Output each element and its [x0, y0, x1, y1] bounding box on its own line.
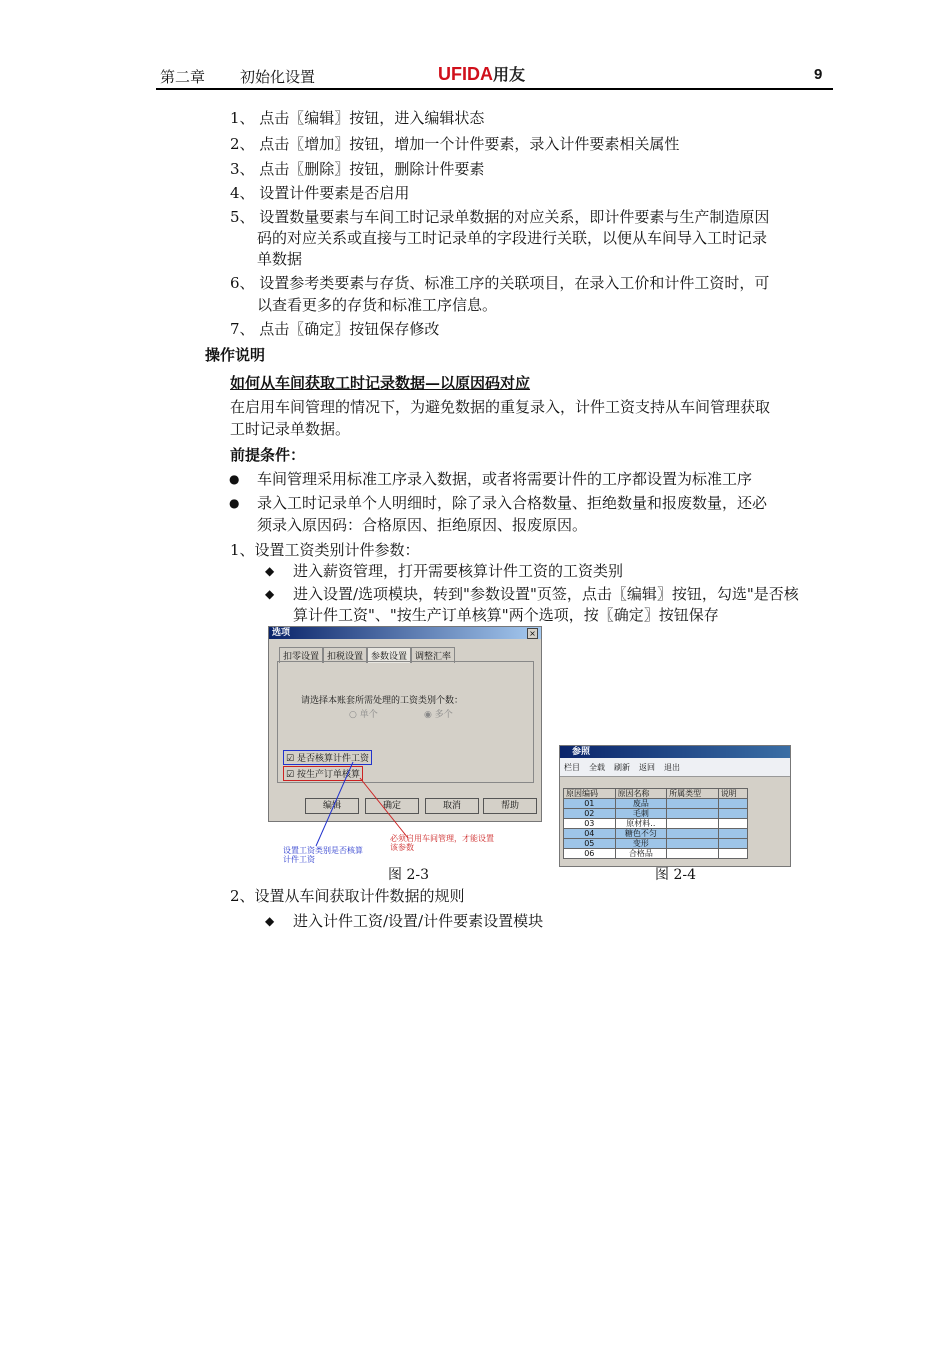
checkbox-piecework[interactable]: ☑ 是否核算计件工资 — [283, 750, 372, 765]
back-tool[interactable]: 返回 — [639, 762, 655, 772]
note-red — [390, 834, 494, 852]
step-line: 1、 点击〖编辑〗按钮，进入编辑状态 — [230, 109, 485, 127]
ops-heading: 操作说明 — [205, 346, 266, 364]
tab-tax[interactable]: 扣税设置 — [323, 647, 367, 663]
diamond-bullet-icon: ◆ — [265, 564, 275, 578]
brand-name-cn: 用友 — [493, 67, 526, 84]
red-pointer-line — [360, 778, 408, 838]
section-label: 初始化设置 — [240, 68, 316, 86]
chapter-label: 第二章 — [160, 68, 206, 86]
cell: 糖色不匀 — [615, 829, 667, 839]
table-header — [564, 789, 748, 799]
edit-button[interactable]: 编辑 — [305, 798, 359, 814]
prereq-line: 须录入原因码：合格原因、拒绝原因、报废原因。 — [257, 516, 588, 534]
step2-heading: 2、设置从车间获取计件数据的规则 — [230, 887, 465, 905]
step1-sub: 进入薪资管理，打开需要核算计件工资的工资类别 — [293, 562, 624, 580]
cell — [718, 829, 747, 839]
step-line: 6、 设置参考类要素与存货、标准工序的关联项目，在录入工价和计件工资时，可 — [230, 274, 770, 292]
reference-window — [559, 745, 791, 867]
diamond-bullet-icon: ◆ — [265, 914, 275, 928]
step1-sub: 进入设置/选项模块，转到"参数设置"页签，点击〖编辑〗按钮，勾选"是否核 — [293, 585, 799, 603]
table-row[interactable] — [564, 829, 748, 839]
step-line: 2、 点击〖增加〗按钮，增加一个计件要素，录入计件要素相关属性 — [230, 135, 680, 153]
cell — [718, 799, 747, 809]
radio-single-label: 单个 — [359, 710, 378, 720]
radio-multi-label: 多个 — [434, 710, 453, 720]
step-line: 以查看更多的存货和标准工序信息。 — [257, 296, 498, 314]
bullet-dot-icon: ● — [229, 472, 240, 486]
cell: 03 — [564, 819, 616, 829]
note-red-line: 必须启用车间管理，才能设置 — [390, 834, 494, 843]
count-prompt: 请选择本账套所需处理的工资类别个数： — [301, 696, 464, 706]
close-icon[interactable]: × — [527, 628, 538, 639]
exit-tool[interactable]: 退出 — [664, 762, 680, 772]
reason-table — [563, 788, 748, 859]
table-row[interactable] — [564, 809, 748, 819]
columns-tool[interactable]: 栏目 — [564, 762, 580, 772]
cell — [667, 809, 719, 819]
cell: 毛刺 — [615, 809, 667, 819]
column-header[interactable]: 原因名称 — [615, 789, 667, 799]
dialog-titlebar — [269, 627, 541, 639]
cell — [667, 819, 719, 829]
checkbox-piecework-label: 是否核算计件工资 — [296, 754, 369, 764]
checkbox-order[interactable]: ☑ 按生产订单核算 — [283, 766, 363, 781]
brand-name: UFIDA — [438, 64, 493, 84]
cell — [667, 829, 719, 839]
howto-heading: 如何从车间获取工时记录数据—以原因码对应 — [230, 374, 531, 392]
cell — [718, 839, 747, 849]
figure-caption: 图 2-4 — [655, 867, 696, 883]
bullet-dot-icon: ● — [229, 496, 240, 510]
cell: 01 — [564, 799, 616, 809]
note-blue-line: 设置工资类别是否核算 — [283, 846, 363, 855]
dialog-title: 选项 — [272, 628, 291, 638]
note-blue-line: 计件工资 — [283, 855, 315, 864]
column-header[interactable]: 原因编码 — [564, 789, 616, 799]
cell — [667, 799, 719, 809]
tab-rounding[interactable]: 扣零设置 — [279, 647, 323, 663]
radio-multi[interactable]: ◉ 多个 — [424, 710, 453, 720]
loadall-tool[interactable]: 全载 — [589, 762, 605, 772]
prereq-heading: 前提条件： — [230, 446, 306, 464]
blue-pointer-line — [316, 762, 353, 846]
diamond-bullet-icon: ◆ — [265, 587, 275, 601]
intro-line: 在启用车间管理的情况下，为避免数据的重复录入，计件工资支持从车间管理获取 — [230, 398, 771, 416]
cell — [718, 819, 747, 829]
column-header[interactable]: 说明 — [718, 789, 747, 799]
step2-sub: 进入计件工资/设置/计件要素设置模块 — [293, 912, 544, 930]
help-button[interactable]: 帮助 — [483, 798, 537, 814]
refresh-tool[interactable]: 刷新 — [614, 762, 630, 772]
radio-single[interactable]: ○ 单个 — [349, 710, 378, 720]
step-line: 3、 点击〖删除〗按钮，删除计件要素 — [230, 160, 485, 178]
cell: 06 — [564, 849, 616, 859]
prereq-line: 车间管理采用标准工序录入数据，或者将需要计件的工序都设置为标准工序 — [257, 470, 753, 488]
reference-titlebar — [560, 746, 790, 758]
step-line: 码的对应关系或直接与工时记录单的字段进行关联，以便从车间导入工时记录 — [257, 229, 768, 247]
ok-button[interactable]: 确定 — [365, 798, 419, 814]
cell: 原材料.. — [615, 819, 667, 829]
step-line: 单数据 — [257, 250, 303, 268]
note-blue — [283, 846, 363, 864]
cell — [667, 849, 719, 859]
cell: 废品 — [615, 799, 667, 809]
tab-rate[interactable]: 调整汇率 — [411, 647, 455, 663]
table-row[interactable] — [564, 799, 748, 809]
table-row[interactable] — [564, 849, 748, 859]
checkbox-order-label: 按生产订单核算 — [296, 770, 360, 780]
table-row[interactable] — [564, 819, 748, 829]
reference-title: 参照 — [572, 747, 591, 757]
step1-heading: 1、设置工资类别计件参数： — [230, 541, 420, 559]
header-rule — [156, 88, 833, 90]
cell: 变形 — [615, 839, 667, 849]
column-header[interactable]: 所属类型 — [667, 789, 719, 799]
prereq-line: 录入工时记录单个人明细时，除了录入合格数量、拒绝数量和报废数量，还必 — [257, 494, 768, 512]
cell: 05 — [564, 839, 616, 849]
brand-logo — [438, 62, 525, 85]
cell — [718, 849, 747, 859]
cell — [718, 809, 747, 819]
page-number: 9 — [814, 66, 823, 83]
step1-sub: 算计件工资"、"按生产订单核算"两个选项，按〖确定〗按钮保存 — [293, 606, 719, 624]
table-row[interactable] — [564, 839, 748, 849]
cell: 02 — [564, 809, 616, 819]
figure-caption: 图 2-3 — [388, 867, 429, 883]
step-line: 7、 点击〖确定〗按钮保存修改 — [230, 320, 440, 338]
cancel-button[interactable]: 取消 — [425, 798, 479, 814]
cell: 04 — [564, 829, 616, 839]
cell — [667, 839, 719, 849]
cell: 合格品 — [615, 849, 667, 859]
intro-line: 工时记录单数据。 — [230, 420, 351, 438]
reference-toolbar — [560, 758, 790, 777]
tab-params[interactable]: 参数设置 — [367, 647, 411, 663]
step-line: 5、 设置数量要素与车间工时记录单数据的对应关系，即计件要素与生产制造原因 — [230, 208, 770, 226]
note-red-line: 该参数 — [390, 843, 414, 852]
step-line: 4、 设置计件要素是否启用 — [230, 184, 410, 202]
